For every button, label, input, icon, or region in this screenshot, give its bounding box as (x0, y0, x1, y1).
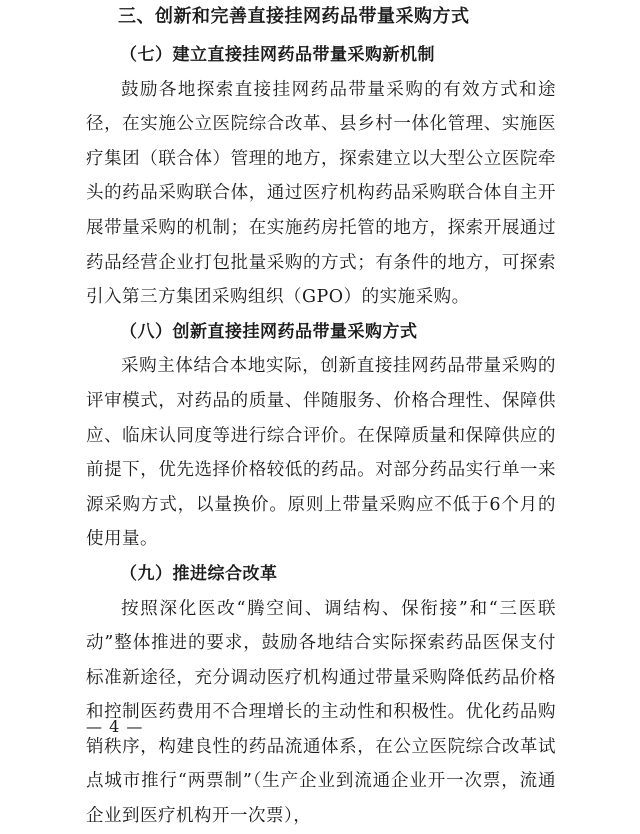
paragraph-8: 采购主体结合本地实际，创新直接挂网药品带量采购的评审模式，对药品的质量、伴随服务、价格合理性、保障供应、临床认同度等进行综合评价。在保障质量和保障供应的前提下，优先选择价格较低的药品。对部分药品实行单一来源采购方式，以量换价。原则上带量采购应不低于6个月的使用量。 (86, 356, 556, 550)
paragraph-7: 鼓励各地探索直接挂网药品带量采购的有效方式和途径，在实施公立医院综合改革、县乡村一体化管理、实施医疗集团（联合体）管理的地方，探索建立以大型公立医院牵头的药品采购联合体，通过医疗机构药品采购联合体自主开展带量采购的机制；在实施药房托管的地方，探索开展通过药品经营企业打包批量采购的方式；有条件的地方，可探索引入第三方集团采购组织（GPO）的实施采购。 (86, 79, 556, 308)
paragraph-9: 按照深化医改“腾空间、调结构、保衔接”和“三医联动”整体推进的要求，鼓励各地结合实际探索药品医保支付标准新途径，充分调动医疗机构通过带量采购降低药品价格和控制医药费用不合理增长的主动性和积极性。优化药品购销秩序，构建良性的药品流通体系，在公立医院综合改革试点城市推行“两票制”（生产企业到流通企业开一次票，流通企业到医疗机构开一次票）， (86, 598, 556, 827)
subsection-heading-9: （九）推进综合改革 (120, 563, 278, 584)
document-body (86, 38, 556, 834)
page-number: — 4 — (86, 717, 144, 736)
subsection-heading-8: （八）创新直接挂网药品带量采购方式 (120, 321, 418, 342)
subsection-heading-7: （七）建立直接挂网药品带量采购新机制 (120, 45, 435, 65)
section-heading: 三、创新和完善直接挂网药品带量采购方式 (118, 6, 470, 27)
